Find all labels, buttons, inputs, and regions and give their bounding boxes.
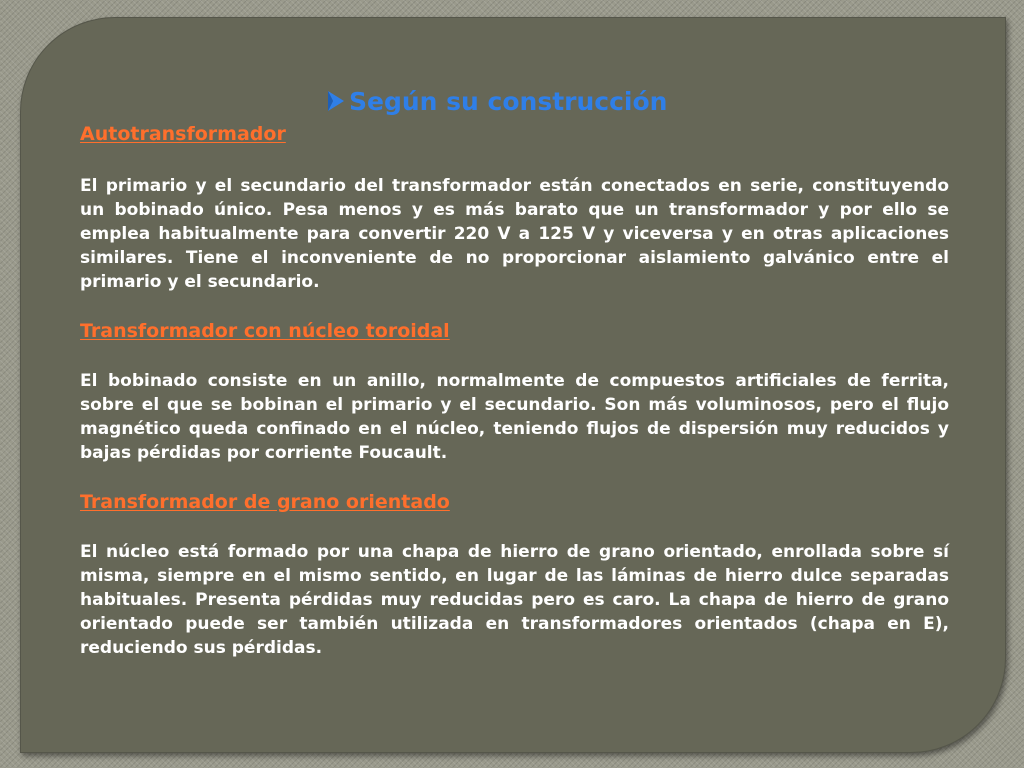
- section-body-autotransformador: El primario y el secundario del transformador están conectados en serie, constituyendo un bobinado único. Pesa menos y es más barato que un transformador y por ello se emplea habitualmente para convertir 220 V a 125 V y viceversa y en otras aplicaciones similares. Tiene el inconveniente de no proporcionar aislamiento galvánico entre el primario y el secundario.: [80, 176, 949, 292]
- arrow-bullet-icon: [326, 89, 346, 113]
- section-title-autotransformador: Autotransformador: [80, 123, 286, 145]
- section-title-nucleo-toroidal: Transformador con núcleo toroidal: [80, 320, 450, 342]
- slide-heading-text: Según su construcción: [349, 87, 668, 116]
- section-body-nucleo-toroidal: El bobinado consiste en un anillo, normalmente de compuestos artificiales de ferrita, sobre el que se bobinan el primario y el secundario. Son más voluminosos, pero el flujo magnético queda confinado en el núcleo, teniendo flujos de dispersión muy reducidos y bajas pérdidas por corriente Foucault.: [80, 371, 949, 463]
- section-title-grano-orientado: Transformador de grano orientado: [80, 491, 450, 513]
- section-body-grano-orientado: El núcleo está formado por una chapa de hierro de grano orientado, enrollada sobre sí misma, siempre en el mismo sentido, en lugar de las láminas de hierro dulce separadas habituales. Presenta pérdidas muy reducidas pero es caro. La chapa de hierro de grano orientado puede ser también utilizada en transformadores orientados (chapa en E), reduciendo sus pérdidas.: [80, 542, 949, 658]
- slide-heading: [326, 86, 667, 118]
